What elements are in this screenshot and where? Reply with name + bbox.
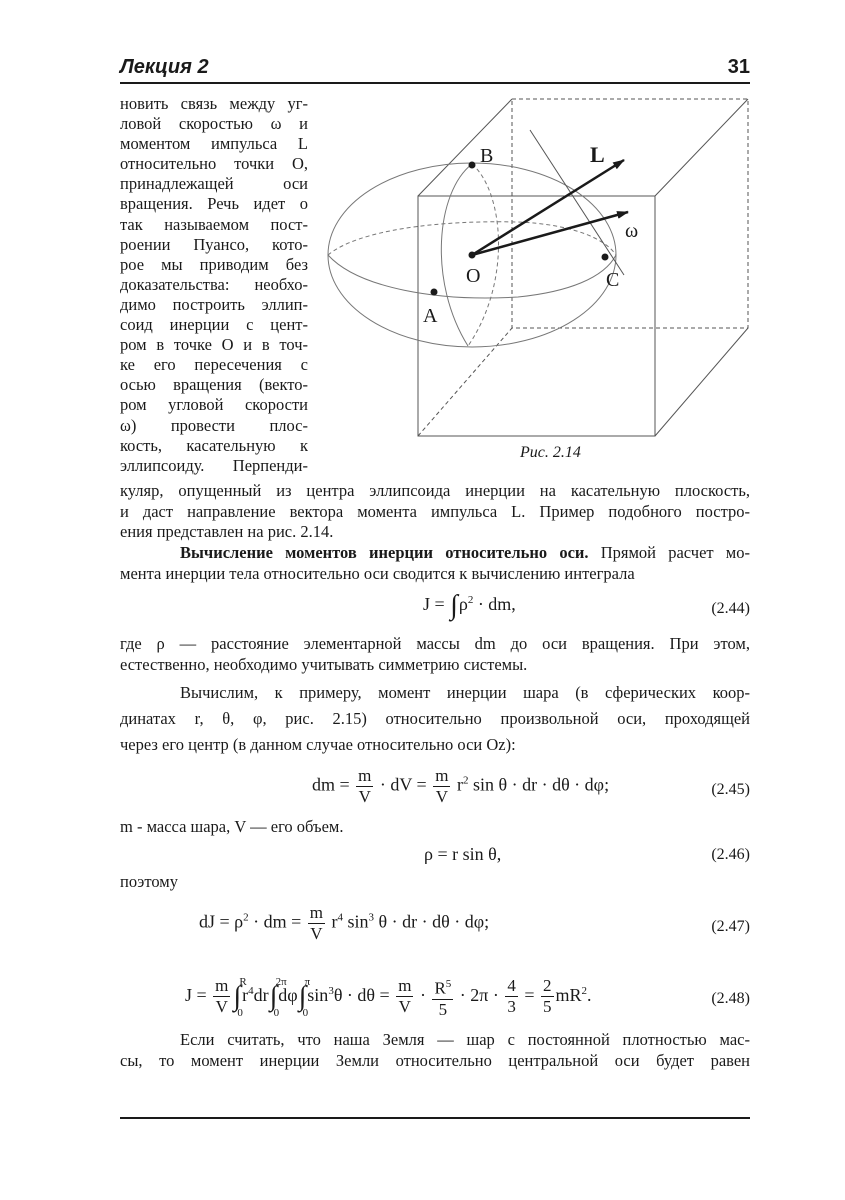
label-L: L: [590, 142, 605, 167]
point-A: [431, 289, 438, 296]
paragraph-continuation: [120, 481, 750, 543]
text-line: осью вращения (векто-: [120, 375, 308, 395]
text-line: сы, то момент инерции Земли относительно центральной оси будет равен: [120, 1050, 750, 1070]
point-C: [602, 254, 609, 261]
text-line: куляр, опущенный из центра эллипсоида инерции на касательную плоскость,: [120, 481, 750, 500]
point-B: [469, 162, 476, 169]
text-line: рое мы приводим без: [120, 254, 308, 274]
text-line: роении Пуансо, кото-: [120, 234, 308, 254]
text-line: Вычислим, к примеру, момент инерции шара (в сферических коор-: [180, 683, 750, 702]
paragraph-final: [120, 1030, 750, 1071]
equation-2-44: $J = \int\rho^2$ · dm,: [423, 590, 516, 621]
equation-number: (2.47): [711, 918, 750, 935]
label-O: O: [466, 265, 481, 287]
text-line: Вычисление моментов инерции относительно оси. Прямой расчет мо-: [180, 543, 750, 562]
equation-number: (2.46): [711, 846, 750, 863]
poinsot-diagram: [318, 92, 758, 447]
text-line: через его центр (в данном случае относительно оси Oz):: [120, 735, 516, 754]
equation-2-46: ρ = r sin θ,: [424, 844, 502, 864]
equation-number: (2.48): [711, 990, 750, 1007]
text-line: моментом импульса L: [120, 134, 308, 154]
text-line: вращения. Речь идет о: [120, 194, 308, 214]
text-line: ω) провести плос-: [120, 415, 308, 435]
point-O: [469, 252, 476, 259]
equation-number: (2.44): [711, 600, 750, 617]
tangent-line: [530, 130, 624, 275]
text-line: ловой скоростью ω и: [120, 114, 308, 134]
text-line: мента инерции тела относительно оси сводится к вычислению интеграла: [120, 563, 635, 583]
mass-line: [120, 817, 750, 838]
text-line: принадлежащей оси: [120, 174, 308, 194]
footer-rule: [120, 1117, 750, 1119]
text-line: где ρ — расстояние элементарной массы dm до оси вращения. При этом,: [120, 634, 750, 653]
equation-number: (2.45): [711, 781, 750, 798]
text-line: ром в точке О и в точ-: [120, 335, 308, 355]
page-number: 31: [727, 56, 750, 78]
text-line: димо построить эллип-: [120, 294, 308, 314]
section-heading: Вычисление моментов инерции относительно оси.: [180, 543, 589, 562]
text-line: ром угловой скорости: [120, 395, 308, 415]
paragraph-rho: [120, 634, 750, 675]
equation-2-47: dJ = $\rho^2$ · dm = $\frac{m}{V}$ $r^4$ $\sin^3 \theta$ · dr · dθ · dφ;: [199, 903, 490, 943]
poetomu-line: [120, 872, 750, 893]
text-line: эллипсоиду. Перпенди-: [120, 455, 308, 475]
text-line: динатах r, θ, φ, рис. 2.15) относительно произвольной оси, проходящей: [120, 709, 750, 728]
equation-2-45: dm = $\frac{m}{V}$ · dV = $\frac{m}{V}$ $r^2$ sin θ · dr · dθ · dφ;: [312, 766, 610, 806]
equation-2-48: J = $\frac{m}{V}$ ∫ R 0 $r^4dr\int$ 2π 0 dφ∫ π 0 $\sin^3\theta \cdot d\theta$ = $\frac{m}{V}$ · $\frac{R^5}{5}$ · 2π · $\frac{4}{3}$ = $\frac{2}{5}$ $mR^2$.: [185, 975, 592, 1019]
label-A: A: [423, 305, 438, 327]
text-line: Если считать, что наша Земля — шар с постоянной плотностью мас-: [180, 1030, 750, 1049]
header-rule: [120, 82, 750, 84]
text-line: ке его пересечения с: [120, 355, 308, 375]
figure-caption: Рис. 2.14: [520, 444, 581, 461]
text-line: m - масса шара, V — его объем.: [120, 817, 344, 836]
label-B: B: [480, 145, 494, 167]
text-line: естественно, необходимо учитывать симметрию системы.: [120, 654, 528, 674]
text-line: так называемом пост-: [120, 214, 308, 234]
vector-omega: [472, 212, 628, 255]
text-line: относительно точки О,: [120, 154, 308, 174]
label-C: C: [606, 269, 620, 291]
paragraph-sphere: [120, 680, 750, 758]
text-line: доказательства: необхо-: [120, 274, 308, 294]
integral-sign: ∫: [450, 590, 458, 621]
text-line: соид инерции с цент-: [120, 315, 308, 335]
text-line: кость, касательную к: [120, 435, 308, 455]
text-line: ения представлен на рис. 2.14.: [120, 522, 334, 541]
running-head: Лекция 2: [120, 56, 209, 78]
text-line: новить связь между уг-: [120, 94, 308, 113]
label-omega: ω: [625, 220, 639, 242]
text-line: поэтому: [120, 872, 178, 891]
figure-2-14: [318, 92, 758, 447]
text-line: и даст направление вектора момента импульса L. Пример подобного постро-: [120, 501, 750, 521]
page-header: [120, 56, 750, 82]
side-text-column: [120, 94, 308, 476]
section-paragraph: [120, 543, 750, 584]
